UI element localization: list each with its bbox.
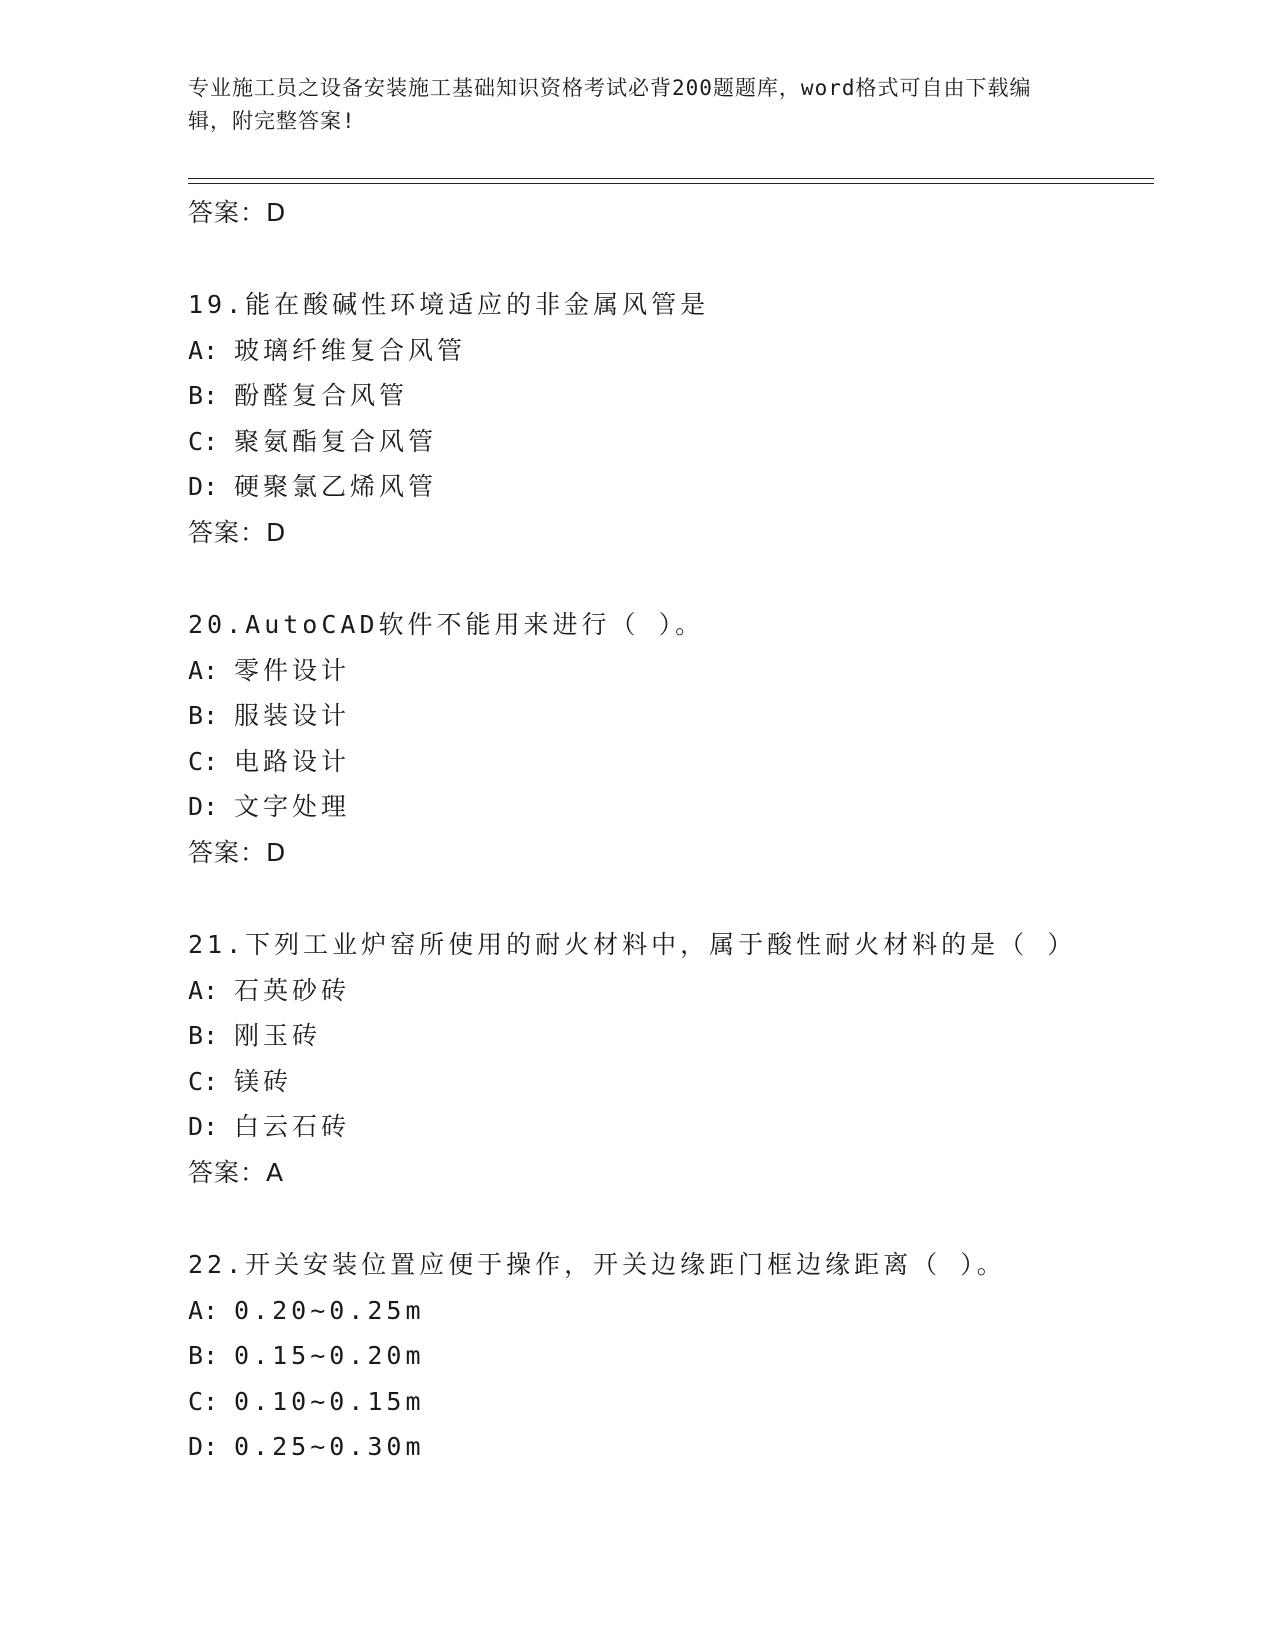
question-21	[188, 922, 1148, 1196]
option-c	[188, 419, 1148, 465]
option-letter: A:	[188, 975, 219, 1005]
option-a	[188, 328, 1148, 374]
option-text: 白云石砖	[234, 1112, 351, 1142]
option-letter: C:	[188, 426, 219, 456]
option-text: 玻璃纤维复合风管	[234, 335, 467, 365]
option-text: 电路设计	[234, 746, 351, 776]
option-text: 0.15~0.20m	[234, 1341, 425, 1371]
option-letter: D:	[188, 472, 219, 502]
answer-line: 答案：D	[188, 198, 287, 227]
option-letter: A:	[188, 335, 219, 365]
option-text: 0.20~0.25m	[234, 1295, 425, 1325]
option-a	[188, 648, 1148, 694]
option-letter: B:	[188, 1341, 219, 1371]
option-letter: B:	[188, 381, 219, 411]
header-title: 专业施工员之设备安装施工基础知识资格考试必背200题题库，word格式可自由下载编辑，附完整答案!	[188, 76, 1032, 133]
question-text: 22.开关安装位置应便于操作，开关边缘距门框边缘距离（ ）。	[188, 1249, 1006, 1279]
option-b	[188, 1333, 1148, 1379]
option-text: 零件设计	[234, 655, 351, 685]
option-d	[188, 1424, 1148, 1470]
option-text: 酚醛复合风管	[234, 381, 409, 411]
option-d	[188, 784, 1148, 830]
question-text: 19.能在酸碱性环境适应的非金属风管是	[188, 290, 710, 319]
option-text: 文字处理	[234, 792, 351, 822]
document-body	[188, 190, 1148, 1470]
question-text: 21.下列工业炉窑所使用的耐火材料中，属于酸性耐火材料的是（ ）	[188, 929, 1077, 959]
option-b	[188, 693, 1148, 739]
answer-line: 答案：D	[188, 517, 287, 547]
option-text: 0.25~0.30m	[234, 1432, 425, 1462]
option-c	[188, 1059, 1148, 1105]
option-letter: A:	[188, 655, 219, 685]
option-letter: B:	[188, 1021, 219, 1051]
option-letter: D:	[188, 1112, 219, 1142]
option-text: 石英砂砖	[234, 975, 351, 1005]
document-header	[188, 72, 1068, 138]
option-text: 聚氨酯复合风管	[234, 426, 438, 456]
option-a	[188, 1288, 1148, 1334]
option-letter: C:	[188, 1066, 219, 1096]
option-c	[188, 739, 1148, 785]
option-letter: A:	[188, 1295, 219, 1325]
question-text: 20.AutoCAD软件不能用来进行（ ）。	[188, 609, 705, 639]
answer-line: 答案：D	[188, 837, 287, 867]
option-text: 镁砖	[234, 1066, 293, 1096]
option-letter: B:	[188, 701, 219, 731]
question-20	[188, 602, 1148, 876]
question-22	[188, 1242, 1148, 1470]
header-divider	[188, 178, 1154, 184]
option-b	[188, 373, 1148, 419]
option-text: 刚玉砖	[234, 1021, 322, 1051]
option-letter: D:	[188, 792, 219, 822]
option-text: 硬聚氯乙烯风管	[234, 472, 438, 502]
answer-line: 答案：A	[188, 1157, 285, 1187]
option-letter: D:	[188, 1432, 219, 1462]
option-d	[188, 1104, 1148, 1150]
option-d	[188, 464, 1148, 510]
option-letter: C:	[188, 1386, 219, 1416]
option-a	[188, 968, 1148, 1014]
option-letter: C:	[188, 746, 219, 776]
option-c	[188, 1379, 1148, 1425]
option-b	[188, 1013, 1148, 1059]
option-text: 服装设计	[234, 701, 351, 731]
question-19	[188, 282, 1148, 556]
option-text: 0.10~0.15m	[234, 1386, 425, 1416]
